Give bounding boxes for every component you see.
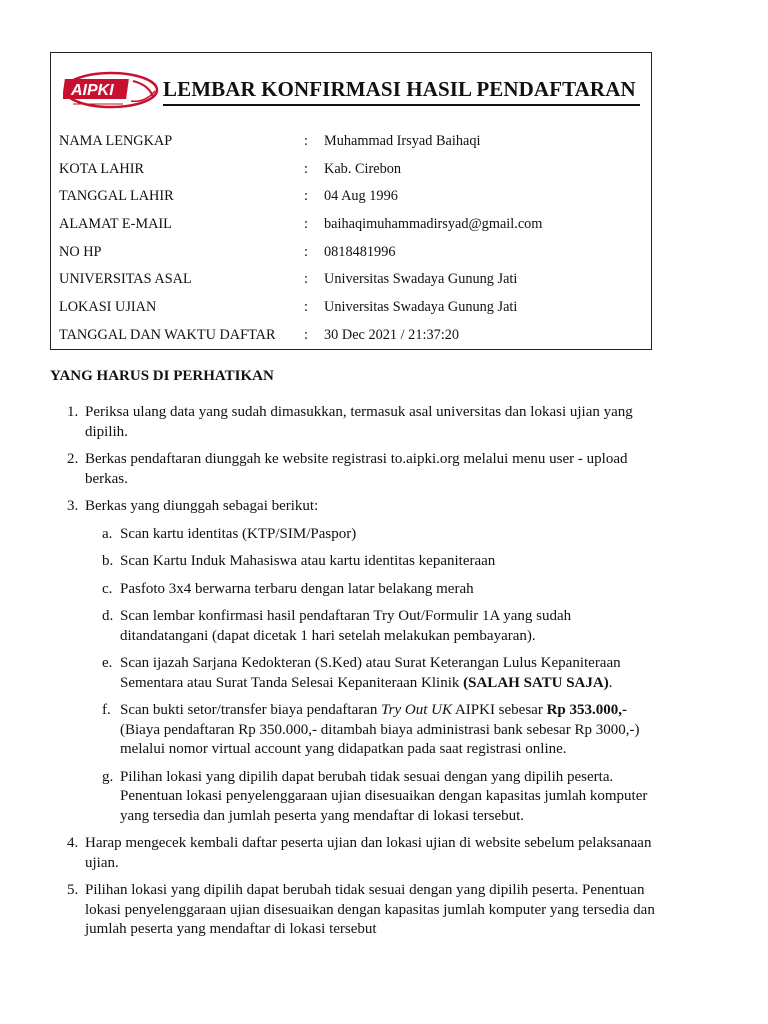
list-item-text: Pilihan lokasi yang dipilih dapat berubah tidak sesuai dengan yang dipilih peserta. Penentuan lokasi penyelenggaraan ujian disesuaikan dengan kapasitas jumlah komputer yang tersedia dan jumlah peserta yang mendaftar di lokasi tersebut (85, 882, 655, 937)
sub-letter: f. (102, 702, 111, 718)
list-item (50, 834, 660, 873)
sub-list-item (85, 525, 660, 545)
field-value: Universitas Swadaya Gunung Jati (324, 299, 518, 316)
list-item-text: Berkas pendaftaran diunggah ke website registrasi to.aipki.org melalui menu user - upload berkas. (85, 451, 628, 487)
sub-item-text: Scan ijazah Sarjana Kedokteran (S.Ked) atau Surat Keterangan Lulus Kepaniteraan Sementara atau Surat Tanda Selesai Kepaniteraan Klinik (120, 655, 621, 691)
field-separator: : (304, 243, 308, 260)
sub-list-item (85, 701, 660, 760)
sub-item-text: Scan Kartu Induk Mahasiswa atau kartu identitas kepaniteraan (120, 553, 496, 569)
field-separator: : (304, 216, 308, 233)
sub-letter: b. (102, 553, 114, 569)
field-value: Kab. Cirebon (324, 160, 402, 177)
list-number: 4. (67, 835, 79, 851)
sub-item-text: Pilihan lokasi yang dipilih dapat berubah tidak sesuai dengan yang dipilih peserta. Penentuan lokasi penyelenggaraan ujian disesuaikan dengan kapasitas jumlah komputer yang tersedia dan jumlah peserta yang mendaftar di lokasi tersebut. (120, 768, 648, 824)
field-separator: : (304, 299, 308, 316)
list-number: 3. (67, 498, 79, 514)
sub-letter: a. (102, 525, 113, 542)
field-value: baihaqimuhammadirsyad@gmail.com (324, 216, 543, 233)
notes-list (50, 403, 660, 948)
registration-fields (59, 129, 649, 351)
field-value: 30 Dec 2021 / 21:37:20 (324, 326, 460, 343)
field-label: TANGGAL DAN WAKTU DAFTAR (59, 326, 276, 343)
sub-item-text: Scan lembar konfirmasi hasil pendaftaran Try Out/Formulir 1A yang sudah ditandatangani (dapat dicetak 1 hari setelah melakukan pembayaran). (120, 608, 572, 644)
field-row-universitas-asal (59, 267, 649, 295)
sub-list-item (85, 607, 660, 646)
sub-letter: g. (102, 768, 114, 785)
emphasis-text: (SALAH SATU SAJA) (463, 674, 609, 691)
field-value: Muhammad Irsyad Baihaqi (324, 133, 481, 149)
sub-letter: e. (102, 655, 113, 671)
list-number: 1. (67, 404, 79, 420)
field-label: NAMA LENGKAP (59, 133, 173, 149)
field-separator: : (304, 160, 308, 177)
list-item-text: Periksa ulang data yang sudah dimasukkan, termasuk asal universitas dan lokasi ujian yang dipilih. (85, 404, 633, 440)
sub-item-text: AIPKI sebesar (452, 702, 547, 718)
sub-list-item (85, 580, 660, 600)
aipki-logo (63, 71, 159, 109)
field-separator: : (304, 326, 308, 343)
list-item (50, 881, 660, 940)
field-separator: : (304, 188, 308, 205)
sub-list-item (85, 654, 660, 693)
field-value: Universitas Swadaya Gunung Jati (324, 271, 518, 288)
field-label: ALAMAT E-MAIL (59, 216, 172, 233)
list-item (50, 450, 660, 489)
field-separator: : (304, 271, 308, 288)
list-item-text: Berkas yang diunggah sebagai berikut: (85, 498, 319, 514)
field-label: KOTA LAHIR (59, 160, 145, 177)
list-number: 5. (67, 882, 79, 898)
sub-item-text: (Biaya pendaftaran Rp 350.000,- ditambah biaya administrasi bank sebesar Rp 3000,-) melalui nomor virtual account yang didapatkan pada saat registrasi online. (120, 721, 640, 757)
field-row-kota-lahir (59, 157, 649, 185)
emphasis-text: Rp 353.000,- (546, 702, 628, 718)
field-label: LOKASI UJIAN (59, 299, 157, 316)
sub-item-tail: . (608, 674, 613, 691)
title-underline (163, 104, 640, 106)
sub-item-text: Scan bukti setor/transfer biaya pendaftaran (120, 702, 382, 718)
sub-letter: c. (102, 580, 113, 597)
logo-text: AIPKI (71, 82, 114, 99)
sub-list-item (85, 768, 660, 827)
list-item-text: Harap mengecek kembali daftar peserta ujian dan lokasi ujian di website sebelum pelaksanaan ujian. (85, 835, 652, 871)
field-row-no-hp (59, 240, 649, 268)
list-number: 2. (67, 451, 79, 467)
list-item (50, 497, 660, 826)
field-row-nama (59, 129, 649, 157)
field-row-lokasi-ujian (59, 295, 649, 323)
field-separator: : (304, 133, 308, 149)
field-label: TANGGAL LAHIR (59, 188, 174, 205)
sub-letter: d. (102, 608, 114, 624)
registration-confirmation-box (50, 52, 652, 350)
sub-item-text: Pasfoto 3x4 berwarna terbaru dengan latar belakang merah (120, 580, 474, 597)
page-title: LEMBAR KONFIRMASI HASIL PENDAFTARAN (163, 77, 636, 101)
notes-heading: YANG HARUS DI PERHATIKAN (50, 368, 274, 384)
field-row-tanggal-lahir (59, 184, 649, 212)
field-row-tanggal-daftar (59, 323, 649, 351)
field-value: 04 Aug 1996 (324, 188, 398, 205)
field-label: UNIVERSITAS ASAL (59, 271, 192, 288)
field-row-email (59, 212, 649, 240)
field-value: 0818481996 (324, 243, 396, 260)
italic-text: Try Out UK (381, 702, 453, 718)
sub-list-item (85, 552, 660, 572)
field-label: NO HP (59, 243, 102, 260)
sub-item-text: Scan kartu identitas (KTP/SIM/Paspor) (120, 525, 357, 542)
sub-list (85, 525, 660, 827)
list-item (50, 403, 660, 442)
